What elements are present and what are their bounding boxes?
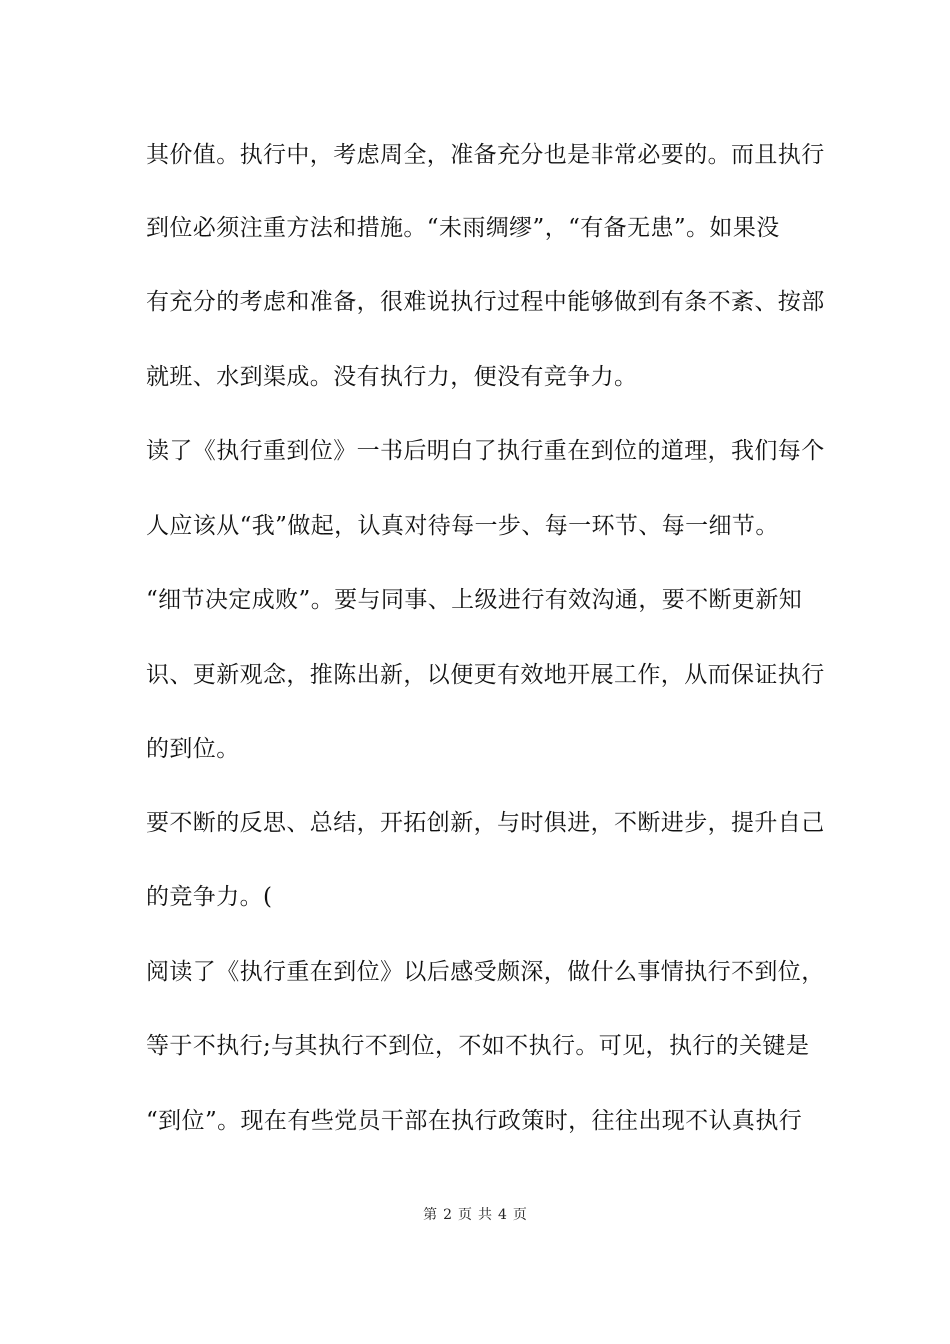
footer-total-pages: 4: [498, 1207, 507, 1223]
text-line: “细节决定成败”。要与同事、上级进行有效沟通，要不断更新知: [146, 587, 803, 613]
text-line: 要不断的反思、总结，开拓创新，与时俱进，不断进步，提升自己: [146, 810, 825, 836]
text-line: 有充分的考虑和准备，很难说执行过程中能够做到有条不紊、按部: [146, 289, 825, 315]
text-line: 人应该从“我”做起，认真对待每一步、每一环节、每一细节。: [146, 513, 779, 539]
text-line: 等于不执行;与其执行不到位，不如不执行。可见，执行的关键是: [146, 1033, 810, 1059]
page-footer: [0, 1206, 950, 1224]
footer-total-prefix: 共: [478, 1207, 492, 1223]
footer-page-word: 页: [458, 1207, 472, 1223]
text-line: “到位”。现在有些党员干部在执行政策时，往往出现不认真执行: [146, 1108, 803, 1134]
footer-prefix: 第: [423, 1207, 438, 1223]
text-line: 就班、水到渠成。没有执行力，便没有竞争力。: [146, 364, 638, 390]
text-line: 阅读了《执行重在到位》以后感受颇深，做什么事情执行不到位，: [146, 959, 825, 985]
text-line: 的竞争力。(: [146, 884, 273, 910]
text-line: 其价值。执行中，考虑周全，准备充分也是非常必要的。而且执行: [146, 142, 825, 168]
text-line: 到位必须注重方法和措施。“未雨绸缪”，“有备无患”。如果没: [146, 215, 780, 241]
footer-current-page: 2: [443, 1207, 452, 1223]
text-line: 识、更新观念，推陈出新，以便更有效地开展工作，从而保证执行: [146, 662, 825, 688]
footer-suffix: 页: [512, 1207, 527, 1223]
text-line: 读了《执行重到位》一书后明白了执行重在到位的道理，我们每个: [146, 438, 825, 464]
text-line: 的到位。: [146, 736, 240, 762]
